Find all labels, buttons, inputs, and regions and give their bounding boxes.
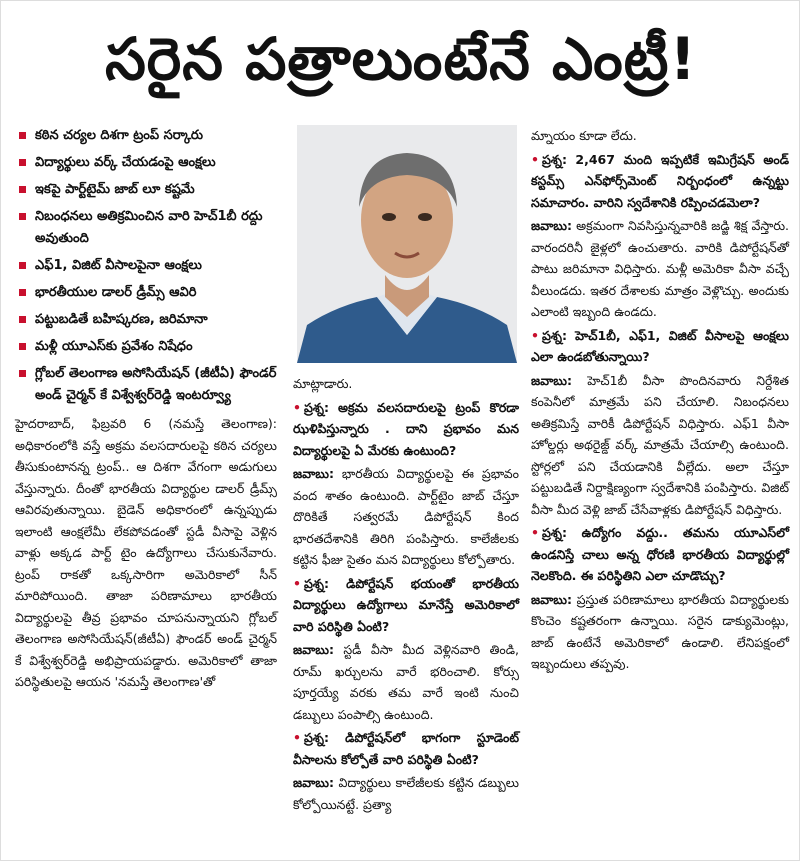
highlight-item: ఎఫ్1, విజిట్ వీసాలపైనా ఆంక్షలు <box>15 255 277 277</box>
portrait-image <box>297 125 517 363</box>
highlight-item: నిబంధనలు అతిక్రమించిన వారి హెచ్1బీ రద్దు అవుతుంది <box>15 206 277 250</box>
answer <box>531 589 789 675</box>
bullet-mark: • <box>293 575 301 591</box>
highlight-item: విద్యార్థులు వర్క్ చేయడంపై ఆంక్షలు <box>15 152 277 174</box>
question <box>531 149 789 214</box>
question-label: ప్రశ్న: <box>304 730 329 745</box>
question-label: ప్రశ్న: <box>542 151 567 167</box>
answer-text: హెచ్1బీ వీసా పొందినవారు నిర్దేశిత కంపెనీలో మాత్రమే పని చేయాలి. నిబంధనలు అతిక్రమిస్తే వారికీ డిపోర్టేషన్ విధిస్తారు. ఎఫ్1 వీసా హోల్డర్లు అథరైజ్డ్ వర్క్ మాత్రమే చేయాల్సి ఉంటుంది. స్టోర్లలో పని చేయడానికి వీల్లేదు. అలా చేస్తూ పట్టుబడితే నిర్దాక్షిణ్యంగా స్వదేశానికి పంపిస్తారు. విజిట్ వీసా మీద వెళ్లి జాబ్ చేసేవాళ్లకు డిపోర్టేషన్ విధిస్తారు. <box>531 372 789 517</box>
question <box>293 727 519 770</box>
bullet-mark: • <box>293 730 301 745</box>
answer <box>531 215 789 323</box>
question-text: హెచ్1బీ, ఎఫ్1, విజిట్ వీసాలపై ఆంక్షలు ఎలా ఉండబోతున్నాయి? <box>531 327 789 364</box>
answer-text: ప్రస్తుత పరిణామాలు భారతీయ విద్యార్థులకు కొంచెం కష్టతరంగా ఉన్నాయి. సరైన డాక్యుమెంట్లు, జాబ్ ఉంటేనే అమెరికాలో ఉండాలి. లేనిపక్షంలో ఇబ్బందులు తప్పవు. <box>531 591 789 671</box>
answer-label: జవాబు: <box>531 218 572 233</box>
highlight-item: పట్టుబడితే బహిష్కరణ, జరిమానా <box>15 309 277 331</box>
question-label: ప్రశ్న: <box>304 575 329 591</box>
answer-label: జవాబు: <box>531 372 572 388</box>
column-middle <box>293 373 519 817</box>
answer-text: భారతీయ విద్యార్థులపై ఈ ప్రభావం వంద శాతం ఉంటుంది. పార్ట్‌టైం జాబ్ చేస్తూ దొరికితే సత్వరమే డిపోర్టేషన్ కింద భారతదేశానికి తిరిగి పంపిస్తారు. కాలేజీలకు కట్టిన ఫీజు సైతం మన విద్యార్థులు కోల్పోతారు. <box>293 466 519 567</box>
answer-label: జవాబు: <box>293 642 334 657</box>
highlight-item: ఇకపై పార్ట్‌టైమ్ జాబ్ లూ కష్టమే <box>15 179 277 201</box>
answer-text: స్టడీ వీసా మీద వెళ్లినవారి తిండి, రూమ్ ఖర్చులను వారే భరించాలి. కోర్సు పూర్తయ్యే వరకు తమ వారే ఇంటి నుంచి డబ్బులు పంపాల్సి ఉంటుంది. <box>293 642 519 722</box>
qa-right <box>531 149 789 675</box>
column-right-lead: మ్నాయం కూడా లేదు. <box>531 128 637 143</box>
column-left <box>15 125 277 693</box>
highlights-list <box>15 125 277 407</box>
highlight-item: కఠిన చర్యల దిశగా ట్రంప్ సర్కారు <box>15 125 277 147</box>
answer-label: జవాబు: <box>293 466 334 481</box>
column-middle-lead: మాట్లాడారు. <box>293 376 353 391</box>
question-label: ప్రశ్న: <box>542 525 567 540</box>
bullet-mark: • <box>293 399 301 415</box>
question-text: డిపోర్టేషన్ భయంతో భారతీయ విద్యార్థులు ఉద్యోగాలు మానేస్తే అమెరికాలో వారి పరిస్థితి ఏంటి? <box>293 575 519 634</box>
qa-middle <box>293 397 519 816</box>
highlight-item: మళ్లీ యూఎస్‌కు ప్రవేశం నిషేధం <box>15 336 277 358</box>
question <box>531 325 789 368</box>
question-label: ప్రశ్న: <box>542 327 567 343</box>
interviewee-photo <box>297 125 517 363</box>
answer-text: అక్రమంగా నివసిస్తున్నవారికి జడ్జి శిక్ష వేస్తారు. వారందరినీ జైళ్లలో ఉంచుతారు. వారికి డిపోర్టేషన్‌తో పాటు జరిమానా విధిస్తారు. మళ్లీ అమెరికా వీసా వచ్చే వీలుండదు. ఇతర దేశాలకు మాత్రం వెళ్లొచ్చు. అందుకు ఎలాంటి ఇబ్బంది ఉండదు. <box>531 218 789 319</box>
question <box>531 522 789 587</box>
question-text: ఉద్యోగం వద్దు.. తమను యూఎస్‌లో ఉండనిస్తే చాలు అన్న ధోరణి భారతీయ విద్యార్థుల్లో నెలకొంది. ఈ పరిస్థితిని ఎలా చూడొచ్చు? <box>531 525 789 583</box>
question-text: 2,467 మంది ఇప్పటికే ఇమిగ్రేషన్ అండ్ కస్టమ్స్ ఎన్‌ఫోర్స్‌మెంట్ నిర్బంధంలో ఉన్నట్టు సమాచారం. వారిని స్వదేశానికి రప్పించడమెలా? <box>531 151 789 210</box>
highlight-item: భారతీయుల డాలర్ డ్రీమ్స్ ఆవిరి <box>15 282 277 304</box>
question <box>293 573 519 638</box>
answer <box>531 370 789 521</box>
column-right <box>531 125 789 677</box>
intro-paragraph: హైదరాబాద్, ఫిబ్రవరి 6 (నమస్తే తెలంగాణ): అధికారంలోకి వస్తే అక్రమ వలసదారులపై కఠిన చర్యలు తీసుకుంటానన్న ట్రంప్.. ఆ దిశగా వేగంగా అడుగులు వేస్తున్నారు. దీంతో భారతీయ విద్యార్థుల డాలర్ డ్రీమ్స్ ఆవిరవుతున్నాయి. బైడెన్ అధికారంలో ఉన్నప్పుడు ఇలాంటి ఆంక్షలేమీ లేకపోవడంతో స్టడీ వీసాపై వెళ్లిన వాళ్లు అక్కడ పార్ట్ టైం ఉద్యోగాలు చేసుకునేవారు. ట్రంప్ రాకతో ఒక్కసారిగా అమెరికాలో సీన్ మారిపోయింది. తాజా పరిణామాలు భారతీయ విద్యార్థులపై తీవ్ర ప్రభావం చూపనున్నాయని గ్లోబల్ తెలంగాణ అసోసియేషన్(జీటీఏ) ఫౌండర్ అండ్ చైర్మన్ కే విశ్వేశ్వర్‌రెడ్డి అభిప్రాయపడ్డారు. అమెరికాలో తాజా పరిస్థితులపై ఆయన 'నమస్తే తెలంగాణ'తో <box>15 416 277 689</box>
answer-label: జవాబు: <box>293 775 334 790</box>
question-text: డిపోర్టేషన్‌లో భాగంగా స్టూడెంట్ వీసాలను కోల్పోతే వారి పరిస్థితి ఏంటి? <box>293 730 519 767</box>
question <box>293 397 519 462</box>
bullet-mark: • <box>531 525 539 540</box>
bullet-mark: • <box>531 327 539 343</box>
answer <box>293 772 519 815</box>
answer-label: జవాబు: <box>531 591 572 607</box>
answer-text: విద్యార్థులు కాలేజీలకు కట్టిన డబ్బులు కోల్పోయినట్టే. ప్రత్యా <box>293 775 519 812</box>
question-label: ప్రశ్న: <box>304 399 329 415</box>
question-text: అక్రమ వలసదారులపై ట్రంప్ కొరడా ఝళిపిస్తున్నారు . దాని ప్రభావం మన విద్యార్థులపై ఏ మేరకు ఉంటుంది? <box>293 399 519 458</box>
answer <box>293 639 519 725</box>
bullet-mark: • <box>531 151 539 167</box>
highlight-item: గ్లోబల్ తెలంగాణ అసోసియేషన్ (జీటీఏ) ఫౌండర్ అండ్ చైర్మన్ కే విశ్వేశ్వర్‌రెడ్డి ఇంటర్వ్యూ <box>15 363 277 407</box>
answer <box>293 463 519 571</box>
headline: సరైన పత్రాలుంటేనే ఎంట్రీ! <box>105 25 697 93</box>
